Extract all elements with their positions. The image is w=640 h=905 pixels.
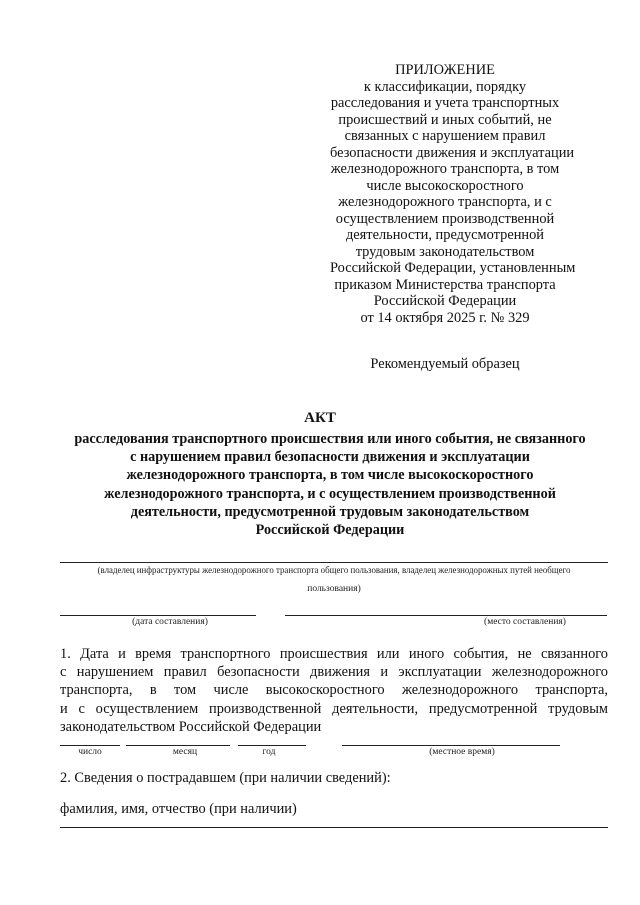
appendix-line: числе высокоскоростного [366, 177, 524, 194]
section1-text [60, 645, 608, 736]
act-subtitle [50, 430, 610, 539]
appendix-line: безопасности движения и эксплуатации [330, 144, 575, 161]
appendix-line: Российской Федерации, установленным [330, 260, 576, 276]
year-fill-line[interactable] [238, 745, 306, 746]
appendix-line: происшествий и иных событий, не [338, 111, 552, 128]
year-caption: год [262, 747, 276, 757]
sample-label: Рекомендуемый образец [370, 356, 520, 372]
day-fill-line[interactable] [60, 745, 120, 746]
section1-line: с нарушением правил безопасности движения и эксплуатации железнодорожного [60, 664, 608, 681]
act-subtitle-line: расследования транспортного происшествия или иного события, не связанного [74, 431, 586, 447]
appendix-line: приказом Министерства транспорта [334, 276, 556, 293]
act-subtitle-line: железнодорожного транспорта, и с осуществлением производственной [104, 485, 556, 502]
appendix-line: железнодорожного транспорта, в том [330, 161, 560, 177]
appendix-line: деятельности, предусмотренной [345, 227, 545, 243]
act-subtitle-line: железнодорожного транспорта, в том числе высокоскоростного [126, 467, 534, 484]
act-subtitle-line: с нарушением правил безопасности движения и эксплуатации [130, 449, 530, 466]
fio-label: фамилия, имя, отчество (при наличии) [60, 801, 297, 817]
appendix-line: Российской Федерации [373, 293, 517, 309]
act-subtitle-line: деятельности, предусмотренной трудовым законодательством [130, 503, 530, 520]
section1-line: 1. Дата и время транспортного происшествия или иного события, не связанного [60, 646, 608, 662]
section1-line: транспорта, в том числе высокоскоростного железнодорожного транспорта, [60, 682, 608, 699]
owner-fill-line[interactable] [60, 562, 608, 563]
appendix-line: трудовым законодательством [355, 243, 535, 260]
appendix-line: к классификации, порядку [363, 78, 527, 95]
time-caption: (местное время) [429, 747, 495, 757]
date-fill-line[interactable] [60, 615, 256, 616]
section2-heading: 2. Сведения о пострадавшем (при наличии сведений): [60, 770, 391, 786]
time-fill-line[interactable] [342, 745, 560, 746]
appendix-block [330, 62, 576, 326]
act-subtitle-line: Российской Федерации [255, 522, 405, 539]
month-fill-line[interactable] [126, 745, 230, 746]
date-caption: (дата составления) [132, 617, 208, 627]
appendix-line: связанных с нарушением правил [344, 128, 546, 144]
act-title: АКТ [304, 410, 336, 426]
fio-fill-line[interactable] [60, 827, 608, 828]
place-fill-line[interactable] [285, 615, 607, 616]
appendix-heading: ПРИЛОЖЕНИЕ [395, 62, 495, 78]
appendix-line: железнодорожного транспорта, и с [338, 194, 552, 210]
appendix-line: осуществлением производственной [335, 210, 555, 227]
place-caption: (место составления) [484, 617, 566, 627]
section1-line: и с осуществлением производственной деятельности, предусмотренной трудовым [60, 700, 608, 717]
day-caption: число [78, 747, 102, 757]
appendix-line: от 14 октября 2025 г. № 329 [360, 309, 530, 326]
owner-caption-cont: пользования) [307, 584, 361, 594]
appendix-line: расследования и учета транспортных [330, 95, 560, 111]
owner-caption: (владелец инфраструктуры железнодорожного транспорта общего пользования, владелец железнодорожных путей необщего [97, 565, 571, 575]
section1-line: законодательством Российской Федерации [60, 718, 322, 735]
month-caption: месяц [172, 747, 198, 757]
